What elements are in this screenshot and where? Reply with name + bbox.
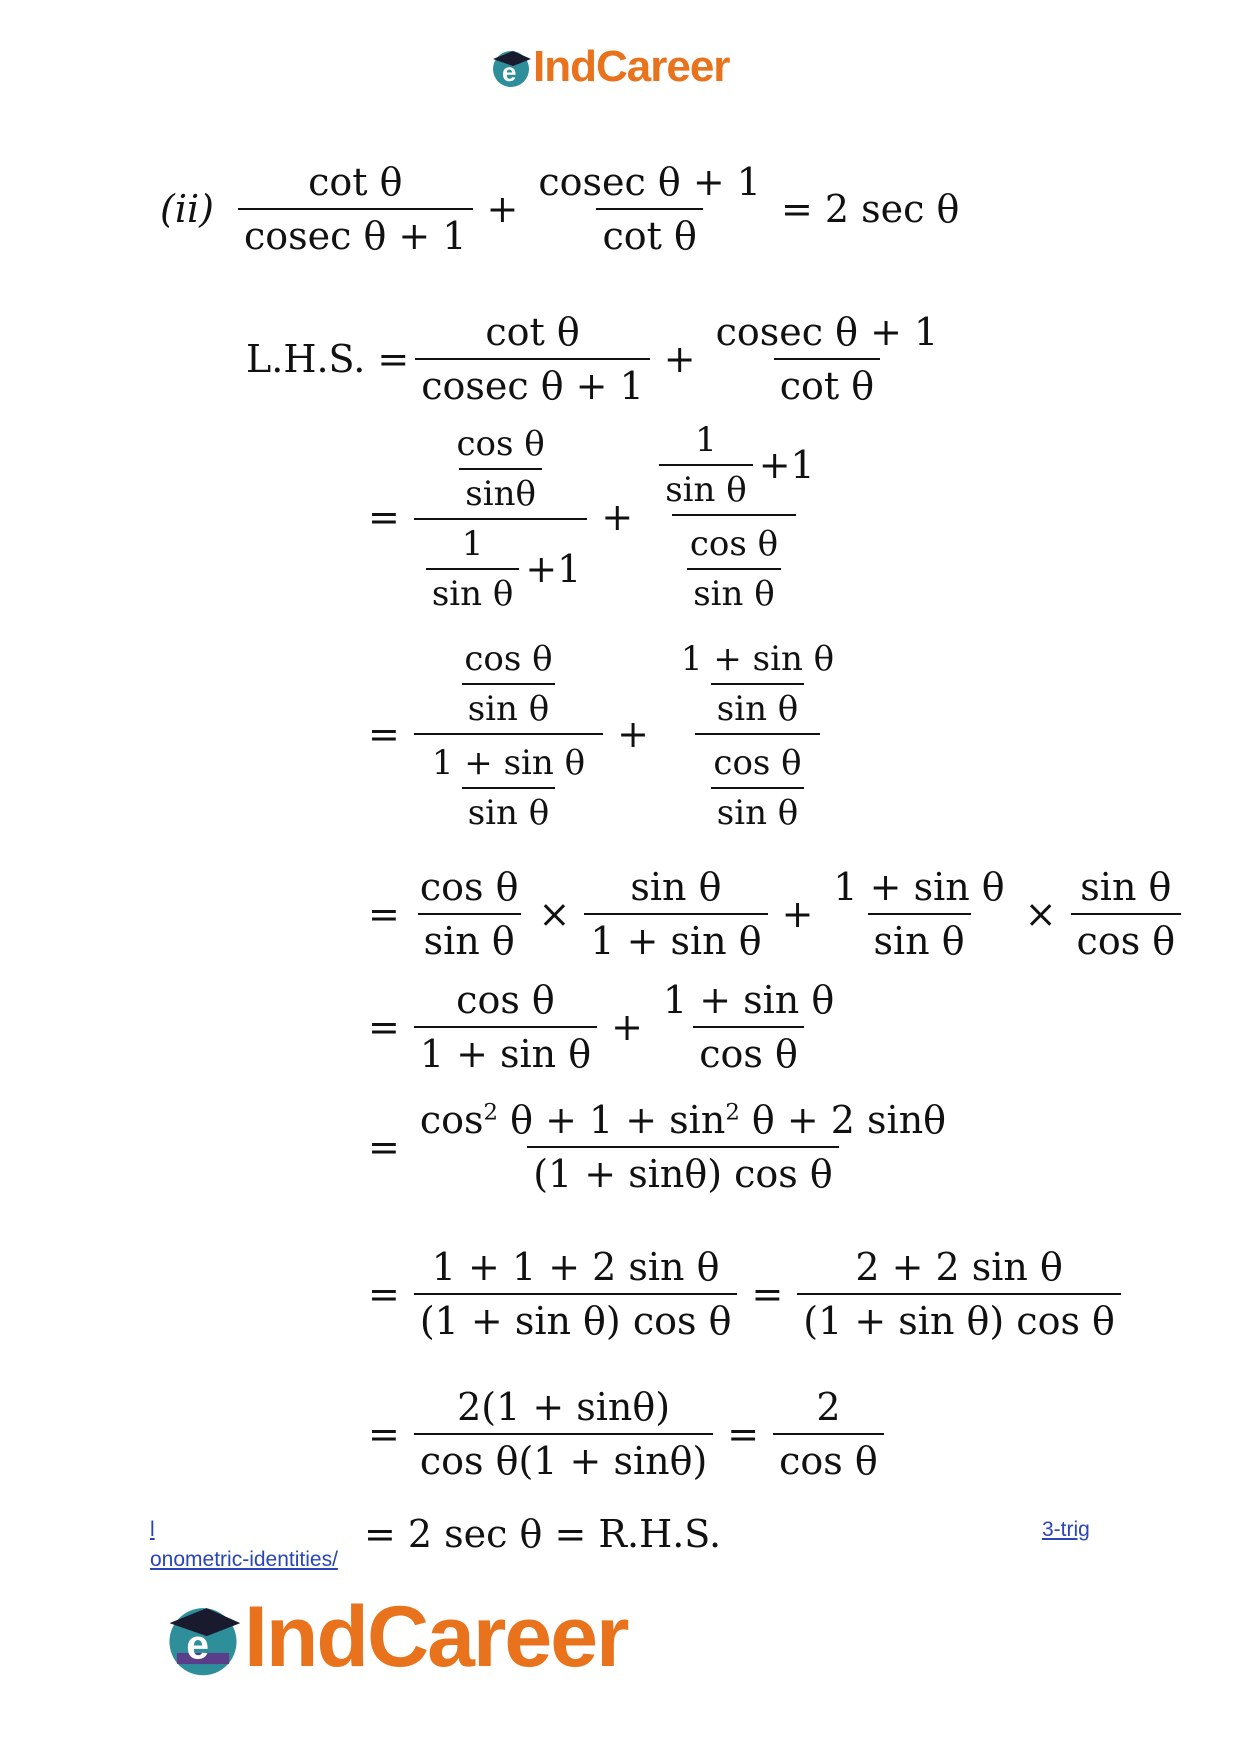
- indcareer-logo-bottom: [162, 1588, 628, 1687]
- source-link-left-line2[interactable]: onometric-identities/: [150, 1548, 338, 1571]
- graduation-cap-logo-icon: [162, 1597, 244, 1679]
- logo-wordmark: IndCareer: [244, 1589, 628, 1685]
- step-8: = $\frac{2(1 + \sin\theta)}{\text{cos θ(1 + sinθ)}}$ = $\frac{2}{\text{cos θ}}$: [360, 1385, 890, 1483]
- step-6: = $\frac{\cos^2 \theta + 1 + \sin^2 \theta + 2 \sin\theta}{\text{(1 + sinθ) cos θ}}$: [368, 1098, 947, 1196]
- fraction: $\frac{\text{cosec θ + 1}}{\text{cot θ}}$: [538, 160, 761, 258]
- plus-sign: +: [486, 187, 519, 231]
- problem-label: (ii): [160, 187, 214, 231]
- lhs-label: L.H.S. =: [246, 337, 410, 381]
- source-link-right[interactable]: 3-trig: [1042, 1518, 1090, 1541]
- graduation-cap-logo-icon: [489, 45, 533, 89]
- lhs-line: L.H.S. = $\frac{\text{cot θ}}{\text{cosec θ + 1}}$ + $\frac{\text{cosec θ + 1}}{\text{cot θ}}$: [246, 310, 950, 408]
- compound-fraction: $\frac{\text{cos θ}}{\sin\theta}$ $\frac{1}{\text{sin θ}}$ +1: [414, 420, 588, 614]
- compound-fraction: $\frac{\frac{\text{cos θ}}{\text{sin θ}}}{\frac{\text{1 + sin θ}}{\text{sin θ}}}$: [414, 635, 603, 833]
- source-link-left[interactable]: l: [150, 1518, 155, 1541]
- fraction: $\frac{\text{cosec θ + 1}}{\text{cot θ}}$: [715, 310, 939, 408]
- compound-fraction: $\frac{1}{\text{sin θ}}$ +1 $\frac{\text{cos θ}}{\text{sin θ}}$: [647, 420, 821, 614]
- final-result: = 2 sec θ = R.H.S.: [364, 1512, 722, 1556]
- fraction: $\frac{\text{cot θ}}{\text{cosec θ + 1}}$: [415, 310, 650, 408]
- svg-text:e: e: [186, 1621, 206, 1667]
- fraction: $\frac{\text{cot θ}}{\text{cosec θ + 1}}$: [238, 160, 473, 258]
- compound-fraction: $\frac{\frac{\text{1 + sin θ}}{\text{sin θ}}}{\frac{\text{cos θ}}{\text{sin θ}}}$: [680, 639, 835, 833]
- statement-rhs: = 2 sec θ: [780, 187, 960, 231]
- step-2: = $\frac{\text{cos θ}}{\sin\theta}$ $\frac{1}{\text{sin θ}}$ +1 + $\frac{1}{\text{sin θ}}$ +1 $\frac{\text{cos θ}}{\text{sin θ}}$: [360, 420, 827, 614]
- step-4: = $\frac{\text{cos θ}}{\text{sin θ}}$ × $\frac{\text{sin θ}}{\text{1 + sin θ}}$ + $\frac{\text{1 + sin θ}}{\text{sin θ}}$ × $\frac{\text{sin θ}}{\text{cos θ}}$: [360, 865, 1187, 963]
- step-7: = $\frac{\text{1 + 1 + 2 sin θ}}{\text{(1 + sin θ) cos θ}}$ = $\frac{\text{2 + 2 sin θ}}{\text{(1 + sin θ) cos θ}}$: [360, 1245, 1127, 1343]
- step-3: = $\frac{\frac{\text{cos θ}}{\text{sin θ}}}{\frac{\text{1 + sin θ}}{\text{sin θ}}}$ + $\frac{\frac{\text{1 + sin θ}}{\text{sin θ}}}{\frac{\text{cos θ}}{\text{sin θ}}}$: [360, 635, 858, 833]
- step-5: = $\frac{\text{cos θ}}{\text{1 + sin θ}}$ + $\frac{\text{1 + sin θ}}{\text{cos θ}}$: [368, 978, 835, 1076]
- indcareer-logo-top: [489, 42, 729, 92]
- final-line: [364, 1512, 721, 1556]
- problem-statement: [160, 160, 967, 258]
- logo-wordmark: IndCareer: [533, 42, 730, 91]
- svg-text:e: e: [502, 57, 516, 87]
